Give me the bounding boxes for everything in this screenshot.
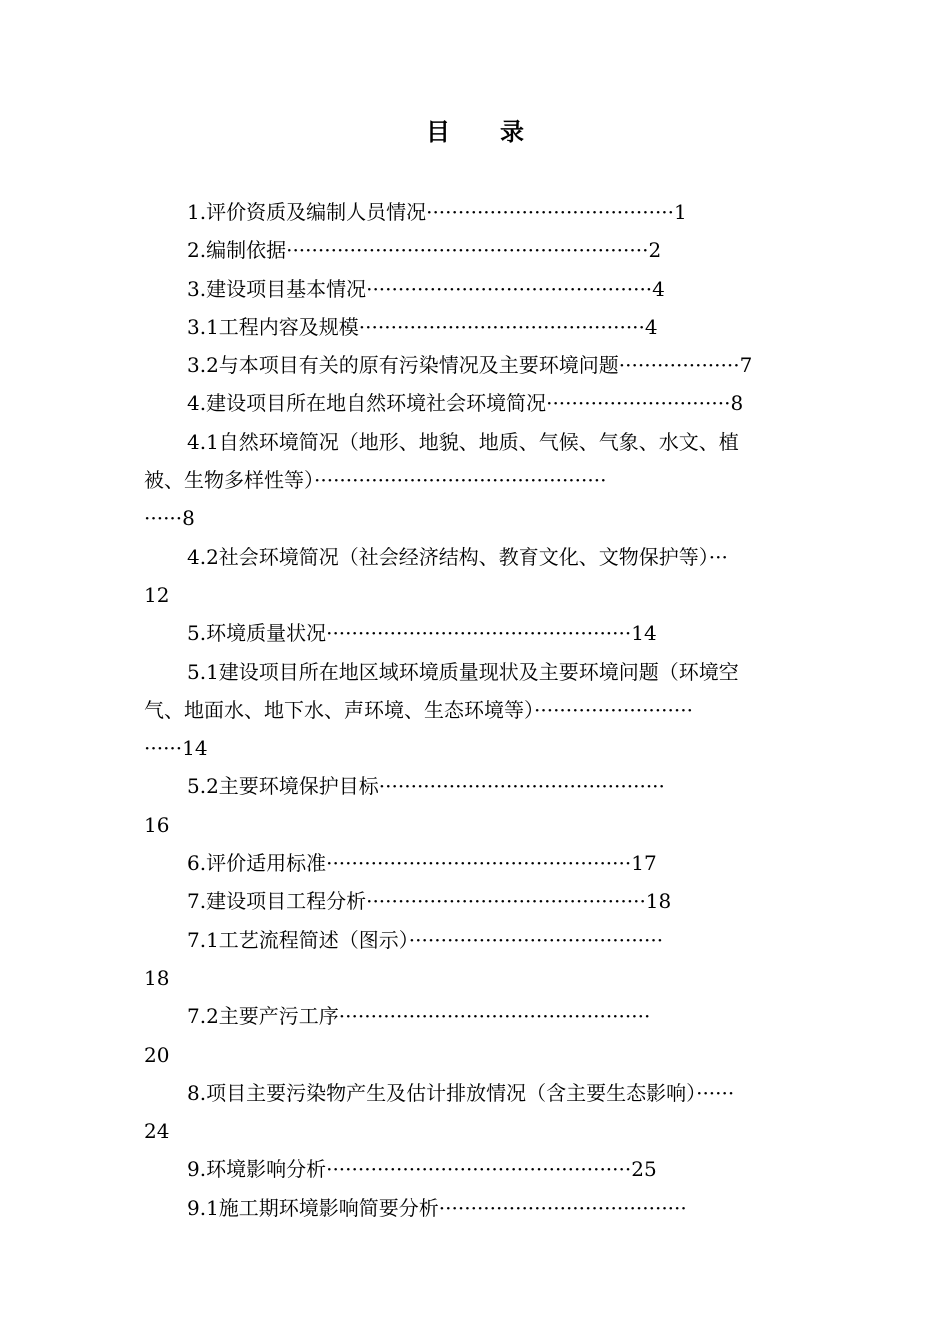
title-char-2: 录	[500, 117, 524, 146]
toc-entry-continuation: 被、生物多样性等）··············································	[144, 468, 607, 493]
toc-entry-continuation: 24	[144, 1119, 170, 1144]
toc-entry-continuation: 16	[144, 812, 170, 837]
toc-entry-continuation: 20	[144, 1042, 170, 1067]
toc-entry: 5.1建设项目所在地区域环境质量现状及主要环境问题（环境空	[187, 659, 739, 684]
toc-entry-continuation: 气、地面水、地下水、声环境、生态环境等）·························	[144, 697, 693, 722]
toc-entry-continuation: 12	[144, 582, 170, 607]
toc-entry-continuation: ······14	[144, 736, 208, 761]
title-char-1: 目	[426, 117, 450, 146]
toc-entry: 7.建设项目工程分析············································18	[187, 889, 672, 914]
toc-entry: 1.评价资质及编制人员情况·······································1	[187, 200, 687, 224]
toc-entry: 6.评价适用标准················································17	[187, 851, 657, 876]
toc-entry: 4.2社会环境简况（社会经济结构、教育文化、文物保护等）···	[187, 544, 728, 569]
toc-entry: 7.1工艺流程简述（图示）········································	[187, 927, 664, 952]
toc-entry: 3.建设项目基本情况·············································4	[187, 276, 665, 301]
toc-entry: 2.编制依据·························································2	[187, 238, 662, 263]
page-title	[0, 112, 950, 152]
toc-entry: 3.2与本项目有关的原有污染情况及主要环境问题···················7	[187, 353, 753, 378]
toc-entry-continuation: 18	[144, 965, 170, 990]
toc-entry: 7.2主要产污工序·················································	[187, 1004, 651, 1029]
toc-entry: 9.环境影响分析················································25	[187, 1157, 657, 1182]
toc-entry: 5.2主要环境保护目标·············································	[187, 774, 665, 799]
toc-entry: 4.建设项目所在地自然环境社会环境简况·····························8	[187, 391, 744, 416]
toc-entry: 5.环境质量状况················································14	[187, 621, 657, 646]
toc-entry: 9.1施工期环境影响简要分析·······································	[187, 1195, 687, 1220]
toc-entry: 8.项目主要污染物产生及估计排放情况（含主要生态影响）······	[187, 1080, 735, 1105]
toc-entry: 3.1工程内容及规模·············································4	[187, 314, 658, 339]
toc-entry-continuation: ······8	[144, 506, 195, 531]
table-of-contents	[144, 193, 827, 1227]
toc-entry: 4.1自然环境简况（地形、地貌、地质、气候、气象、水文、植	[187, 429, 739, 454]
